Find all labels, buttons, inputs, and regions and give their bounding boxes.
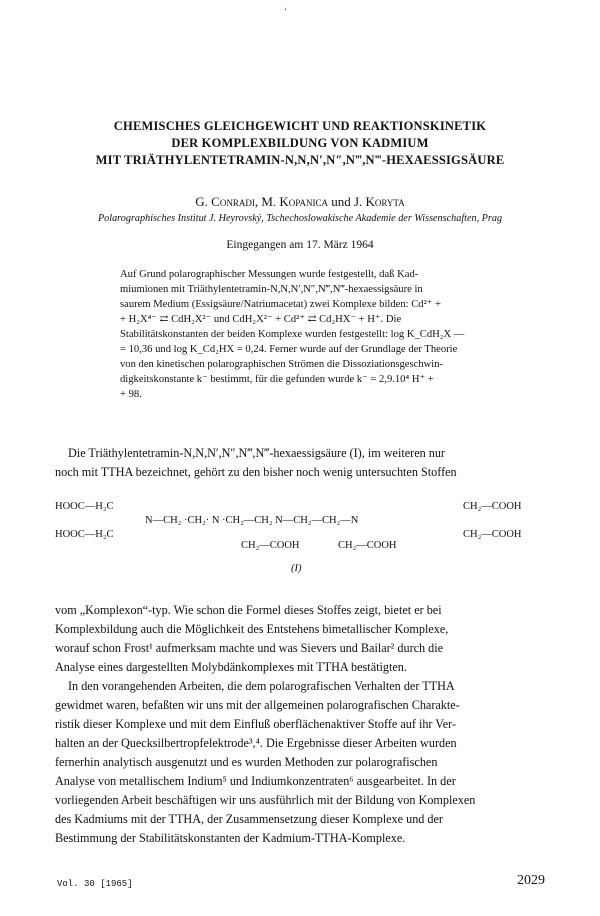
abstract-line: miumionen mit Triäthylentetramin-N,N,N′,N″,N‴,N‴-hexaessigsäure in — [120, 284, 423, 295]
abstract-line: digkeitskonstante k⁻ bestimmt, für die gefunden wurde k⁻ = 2,9.10⁴ H⁺ + — [120, 374, 434, 385]
formula-right-bottom: CH₂—COOH — [463, 529, 522, 540]
title-line-2: DER KOMPLEXBILDUNG VON KADMIUM — [171, 136, 429, 150]
abstract-line: + 98. — [120, 389, 142, 400]
body-text — [55, 601, 545, 848]
formula-label: (I) — [291, 563, 302, 574]
body-line: vorliegenden Arbeit beschäftigen wir uns ausführlich mit der Bildung von Komplexen — [55, 793, 476, 807]
body-line: worauf schon Frost¹ aufmerksam machte und was Sievers und Bailar² durch die — [55, 641, 444, 655]
body-line: vom „Komplexon“-typ. Wie schon die Formel dieses Stoffes zeigt, bietet er bei — [55, 603, 442, 617]
formula-hooc-bottom: HOOC—H₂C — [55, 529, 114, 540]
body-line: Analyse eines dargestellten Molybdänkomplexes mit TTHA bestätigten. — [55, 660, 407, 674]
formula-branch-2: CH₂—COOH — [338, 540, 397, 551]
abstract-line: Stabilitätskonstanten der beiden Komplexe wurden festgestellt: log K_CdH₂X — — [120, 329, 465, 340]
intro-line: noch mit TTHA bezeichnet, gehört zu den bisher noch wenig untersuchten Stoffen — [55, 465, 457, 479]
body-line: ristik dieser Komplexe und mit dem Einfluß oberflächenaktiver Stoffe auf ihr Ver- — [55, 717, 457, 731]
author-1: G. Conradi — [195, 194, 255, 209]
author-list — [30, 194, 570, 210]
volume-info: Vol. 30 [1965] — [57, 879, 133, 889]
body-line: Komplexbildung auch die Möglichkeit des Entstehens bimetallischer Komplexe, — [55, 622, 449, 636]
intro-paragraph — [55, 444, 545, 482]
article-title — [30, 118, 570, 169]
formula-chain: N—CH₂ ·CH₂· N ·CH₂—CH₂ N—CH₂—CH₂—N — [145, 515, 359, 526]
title-line-3: MIT TRIÄTHYLENTETRAMIN-N,N,N′,N″,N‴,N‴-HEXAESSIGSÄURE — [95, 153, 505, 167]
formula-hooc-top: HOOC—H₂C — [55, 501, 114, 512]
page-mark: ‘ — [284, 6, 287, 16]
formula-right-top: CH₂—COOH — [463, 501, 522, 512]
abstract-line: von den kinetischen polarographischen Strömen die Dissoziationsgeschwin- — [120, 359, 444, 370]
author-2: M. Kopanica — [261, 194, 328, 209]
body-line: Bestimmung der Stabilitätskonstanten der Kadmium-TTHA-Komplexe. — [55, 831, 406, 845]
formula-branch-1: CH₂—COOH — [241, 540, 300, 551]
abstract-line: + H₂X⁴⁻ ⇄ CdH₂X²⁻ und CdH₂X²⁻ + Cd²⁺ ⇄ Cd₂HX⁻ + H⁺. Die — [120, 314, 402, 325]
body-line: gewidmet waren, befaßten wir uns mit der allgemeinen polarografischen Charakte- — [55, 698, 460, 712]
body-line: des Kadmiums mit der TTHA, der Zusammensetzung dieser Komplexe und der — [55, 812, 443, 826]
abstract-line: = 10,36 und log K_Cd₂HX = 0,24. Ferner wurde auf der Grundlage der Theorie — [120, 344, 458, 355]
received-date: Eingegangen am 17. März 1964 — [226, 239, 374, 251]
abstract — [120, 267, 505, 402]
intro-line: Die Triäthylentetramin-N,N,N′,N″,N‴,N‴-hexaessigsäure (I), im weiteren nur — [68, 446, 445, 460]
institution: Polarographisches Institut J. Heyrovský, Tschechoslowakische Akademie der Wissenschaften, Prag — [97, 213, 503, 224]
body-line: In den vorangehenden Arbeiten, die dem polarografischen Verhalten der TTHA — [68, 679, 455, 693]
title-line-1: CHEMISCHES GLEICHGEWICHT UND REAKTIONSKINETIK — [113, 119, 487, 133]
abstract-line: Auf Grund polarographischer Messungen wurde festgestellt, daß Kad- — [120, 269, 419, 280]
body-line: Analyse von metallischem Indium⁵ und Indiumkonzentraten⁶ ausgearbeitet. In der — [55, 774, 456, 788]
abstract-line: saurem Medium (Essigsäure/Natriumacetat) zwei Komplexe bilden: Cd²⁺ + — [120, 299, 441, 310]
page-number: 2029 — [517, 873, 545, 888]
author-3: J. Koryta — [353, 194, 405, 209]
author-separator-2: und — [327, 194, 354, 209]
author-separator-1: , — [254, 194, 262, 209]
body-line: halten an der Quecksilbertropfelektrode³,⁴. Die Ergebnisse dieser Arbeiten wurden — [55, 736, 457, 750]
body-line: fernerhin analytisch ausgenutzt und es wurden Methoden zur polarografischen — [55, 755, 438, 769]
structural-formula — [55, 497, 545, 587]
